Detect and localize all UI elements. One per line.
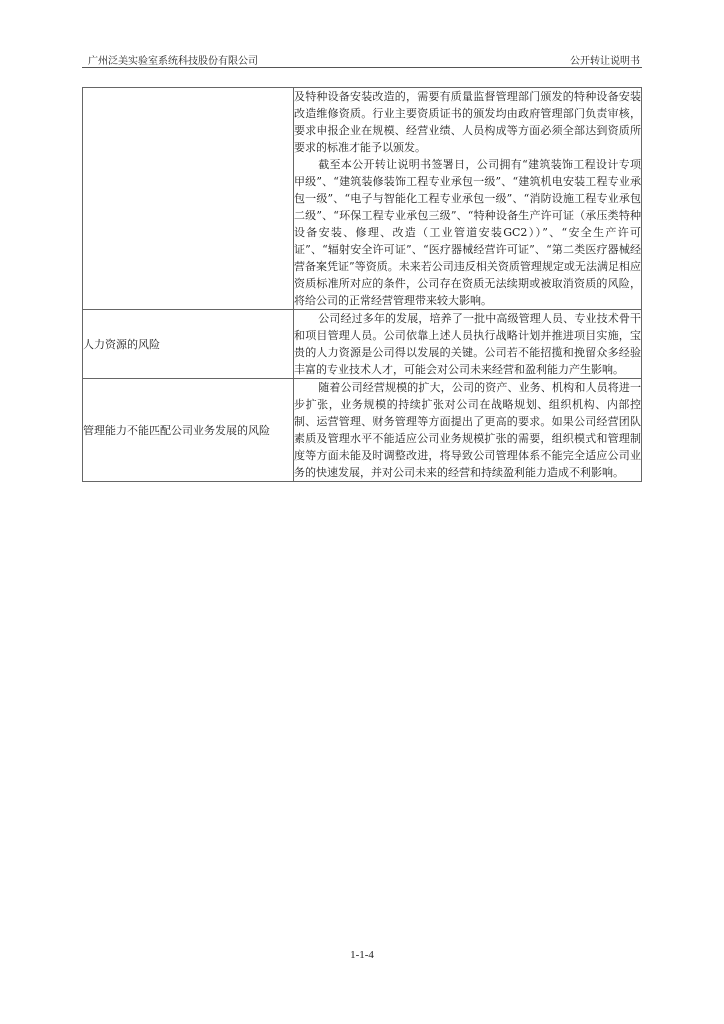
risk-table [82,87,642,482]
risk-description-cell [294,88,642,310]
paragraph: 截至本公开转让说明书签署日，公司拥有“建筑装饰工程设计专项甲级”、“建筑装修装饰工程专业承包一级”、“建筑机电安装工程专业承包一级”、“电子与智能化工程专业承包一级”、“消防设施工程专业承包二级”、“环保工程专业承包三级”、“特种设备生产许可证（承压类特种设备安装、修理、改造（工业管道安装GC2））”、“安全生产许可证”、“辐射安全许可证”、“医疗器械经营许可证”、“第二类医疗器械经营备案凭证”等资质。未来若公司违反相关资质管理规定或无法满足相应资质标准所对应的条件，公司存在资质无法续期或被取消资质的风险，将给公司的正常经营管理带来较大影响。 [294,158,641,307]
table-row [83,379,642,482]
risk-name-cell: 人力资源的风险 [83,310,294,379]
paragraph: 随着公司经营规模的扩大，公司的资产、业务、机构和人员将进一步扩张，业务规模的持续扩张对公司在战略规划、组织机构、内部控制、运营管理、财务管理等方面提出了更高的要求。如果公司经营团队素质及管理水平不能适应公司业务规模扩张的需要，组织模式和管理制度等方面未能及时调整改进，将导致公司管理体系不能完全适应公司业务的快速发展，并对公司未来的经营和持续盈利能力造成不利影响。 [294,381,641,479]
document-title: 公开转让说明书 [570,56,640,67]
risk-description-cell [294,379,642,482]
table-row [83,310,642,379]
risk-description-cell [294,310,642,379]
page-header [82,52,642,68]
risk-name-cell: 管理能力不能匹配公司业务发展的风险 [83,379,294,482]
paragraph: 及特种设备安装改造的，需要有质量监督管理部门颁发的特种设备安装改造维修资质。行业主要资质证书的颁发均由政府管理部门负责审核，要求申报企业在规模、经营业绩、人员构成等方面必须全部达到资质所要求的标准才能予以颁发。 [294,90,641,154]
paragraph: 公司经过多年的发展，培养了一批中高级管理人员、专业技术骨干和项目管理人员。公司依靠上述人员执行战略计划并推进项目实施，宝贵的人力资源是公司得以发展的关键。公司若不能招揽和挽留众多经验丰富的专业技术人才，可能会对公司未来经营和盈利能力产生影响。 [294,312,641,376]
page-number: 1-1-4 [350,949,374,961]
header-divider [82,67,642,68]
table-row [83,88,642,310]
risk-name-cell [83,88,294,310]
company-name: 广州泛美实验室系统科技股份有限公司 [88,56,258,67]
